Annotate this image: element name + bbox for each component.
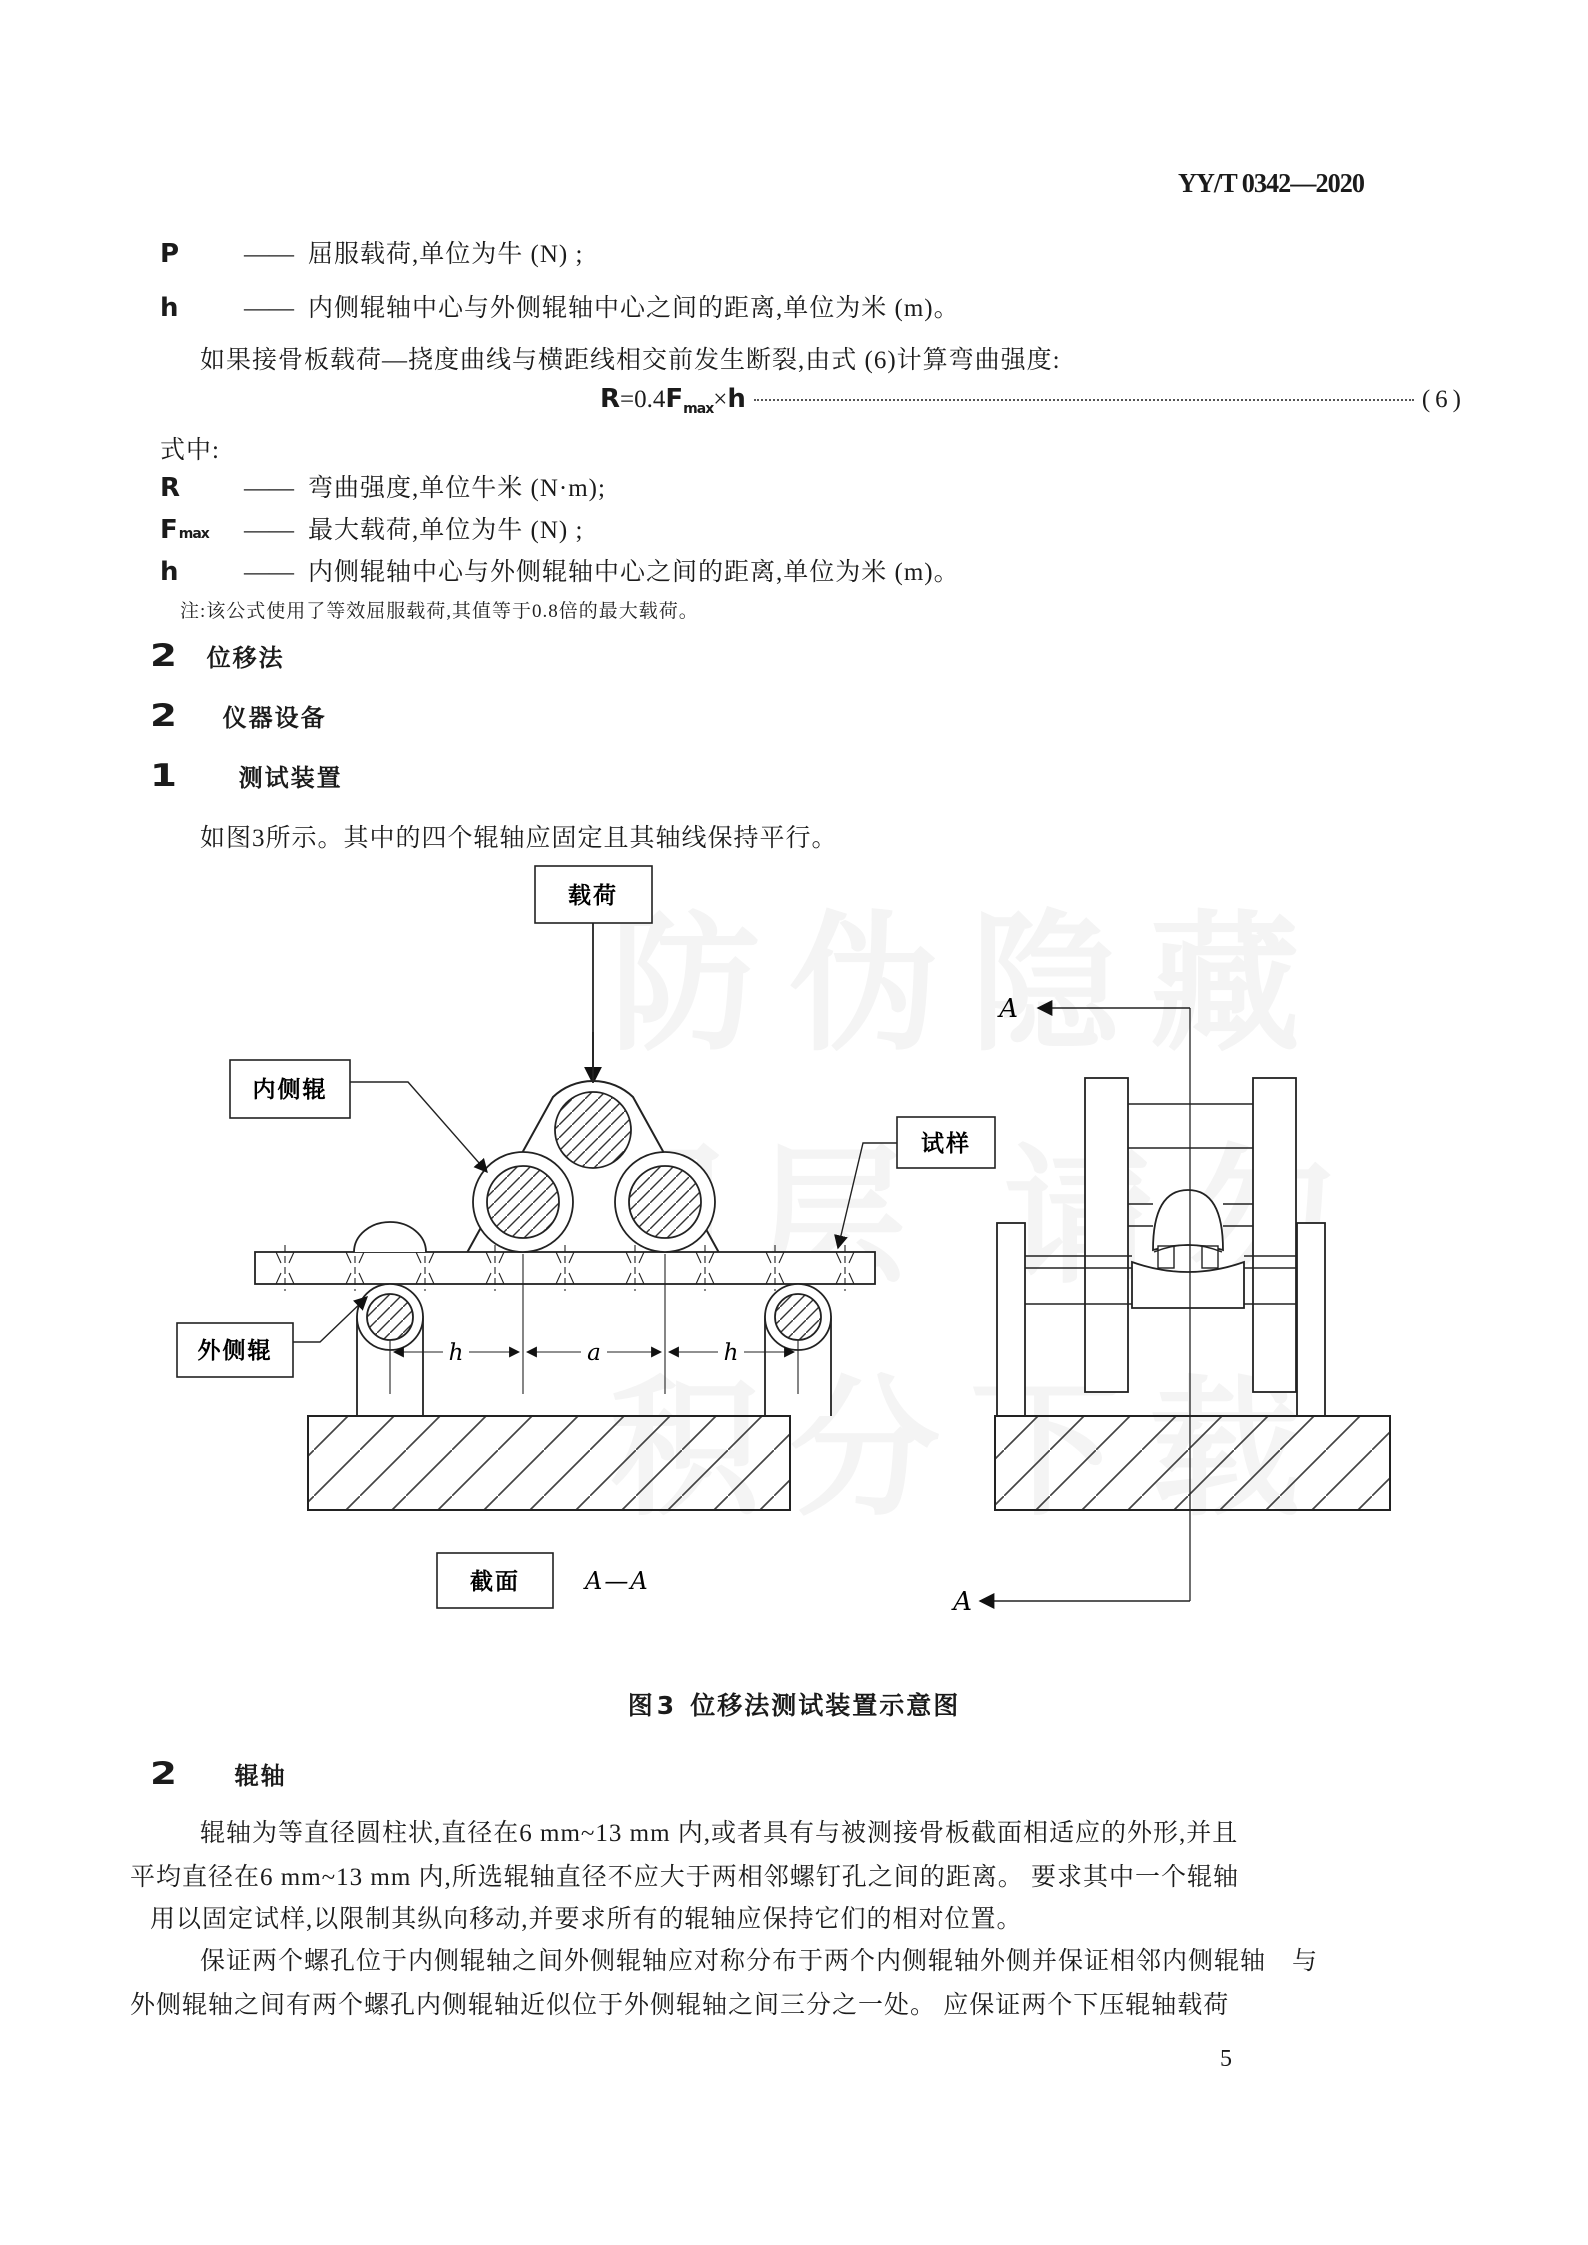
definition-row-h	[160, 288, 960, 324]
section-heading-apparatus	[150, 698, 327, 734]
paragraph1-line1: 辊轴为等直径圆柱状,直径在6 mm~13 mm 内,或者具有与被测接骨板截面相适应的外形,并且	[200, 1820, 1239, 1847]
upper-frame-right-plate	[1253, 1078, 1296, 1392]
formula-note: 注:该公式使用了等效屈服载荷,其值等于0.8倍的最大载荷。	[180, 601, 699, 622]
formula-dot-leader	[754, 399, 1414, 401]
caption-text: 位移法测试装置示意图	[690, 1693, 961, 1720]
formula-equals: =	[620, 386, 635, 413]
symbol-r: R	[160, 473, 182, 503]
formula-number: (6)	[1421, 386, 1466, 413]
section-heading-displacement	[150, 638, 285, 674]
section-heading-test-setup	[150, 758, 343, 794]
section-label: 截面	[470, 1569, 520, 1594]
definition-text-r: 弯曲强度,单位牛米 (N·m);	[308, 475, 606, 502]
where-label: 式中:	[160, 437, 220, 464]
symbol-h: h	[160, 557, 180, 587]
lower-frame-right-column	[1297, 1223, 1325, 1416]
dimension-a-label: a	[587, 1340, 601, 1366]
upper-frame-left-plate	[1085, 1078, 1128, 1392]
section-letter-bottom: A	[953, 1587, 972, 1617]
left-base-block	[308, 1416, 790, 1510]
symbol-fmax	[160, 515, 244, 545]
definition-dash: ——	[244, 559, 294, 586]
formula-6	[160, 384, 1466, 417]
section-view	[980, 1008, 1390, 1601]
specimen-label: 试样	[921, 1131, 971, 1156]
elevation-view	[177, 866, 995, 1608]
formula-intro-text: 如果接骨板载荷—挠度曲线与横距线相交前发生断裂,由式 (6)计算弯曲强度:	[200, 347, 1061, 374]
caption-prefix: 图	[627, 1693, 655, 1720]
outer-roller-leader	[293, 1297, 367, 1342]
section-letter-top: A	[999, 994, 1018, 1024]
paragraph2-line2: 外侧辊轴之间有两个螺孔内侧辊轴近似位于外侧辊轴之间三分之一处。 应保证两个下压辊轴载荷	[130, 1992, 1230, 2019]
caption-number: 3	[656, 1691, 677, 1720]
paragraph2-line1: 保证两个螺孔位于内侧辊轴之间外侧辊轴应对称分布于两个内侧辊轴外侧并保证相邻内侧辊轴 与	[200, 1948, 1319, 1975]
inner-roller-leader	[350, 1082, 487, 1172]
definition-row-p	[160, 234, 583, 270]
section-mark-label: A—A	[585, 1567, 650, 1595]
standard-number-header: YY/T 0342—2020	[1178, 168, 1365, 198]
right-outer-roller	[775, 1294, 821, 1340]
definition-row-r	[160, 468, 606, 504]
formula-force-symbol: F	[665, 384, 684, 414]
inner-roller-label: 内侧辊	[252, 1077, 328, 1102]
formula-h-symbol: h	[727, 384, 746, 414]
symbol-p: P	[160, 239, 181, 269]
subscript-max: max	[178, 526, 209, 542]
definition-text-fmax: 最大载荷,单位为牛 (N) ;	[308, 517, 584, 544]
symbol-f: F	[160, 515, 179, 545]
definition-dash: ——	[244, 475, 294, 502]
outer-roller-label: 外侧辊	[197, 1338, 273, 1363]
section-number: 2	[150, 1756, 174, 1792]
symbol-h: h	[160, 293, 180, 323]
section-title: 测试装置	[238, 766, 343, 792]
paragraph1-line2: 平均直径在6 mm~13 mm 内,所选辊轴直径不应大于两相邻螺钉孔之间的距离。 要求其中一个辊轴	[130, 1864, 1240, 1891]
left-outer-roller	[367, 1294, 413, 1340]
figure-caption	[0, 1686, 1588, 1722]
figure-3-diagram	[130, 852, 1460, 1622]
definition-text-h: 内侧辊轴中心与外侧辊轴中心之间的距离,单位为米 (m)。	[308, 295, 960, 322]
definition-text-p: 屈服载荷,单位为牛 (N) ;	[308, 241, 584, 268]
load-roller	[555, 1092, 631, 1168]
formula-coefficient: 0.4	[634, 386, 666, 413]
right-inner-roller	[629, 1166, 701, 1238]
definition-row-h2	[160, 552, 960, 588]
lower-roller-profile	[1132, 1262, 1244, 1308]
dimension-h1-label: h	[448, 1340, 464, 1366]
section-title: 位移法	[206, 646, 285, 672]
section-number: 2	[150, 698, 174, 734]
definition-dash: ——	[244, 517, 294, 544]
dimension-h2-label: h	[723, 1340, 739, 1366]
specimen-leader	[838, 1143, 897, 1248]
upper-roller-profile	[1153, 1190, 1223, 1250]
right-base-block	[995, 1416, 1390, 1510]
section-number: 1	[150, 758, 174, 794]
definition-row-fmax	[160, 510, 583, 546]
paragraph1-line3: 用以固定试样,以限制其纵向移动,并要求所有的辊轴应保持它们的相对位置。	[150, 1906, 1023, 1933]
section-number: 2	[150, 638, 174, 674]
load-label: 载荷	[568, 883, 618, 908]
definition-dash: ——	[244, 295, 294, 322]
lower-frame-left-column	[997, 1223, 1025, 1416]
page-number: 5	[1220, 2046, 1232, 2072]
formula-subscript-max: max	[683, 401, 714, 417]
figure-intro-text: 如图3所示。其中的四个辊轴应固定且其轴线保持平行。	[200, 825, 838, 852]
formula-multiply: ×	[713, 386, 728, 413]
definition-text-h2: 内侧辊轴中心与外侧辊轴中心之间的距离,单位为米 (m)。	[308, 559, 960, 586]
section-heading-roller	[150, 1756, 287, 1792]
definition-dash: ——	[244, 241, 294, 268]
formula-lhs: R	[600, 384, 621, 414]
left-inner-roller	[487, 1166, 559, 1238]
fixing-cap	[354, 1222, 426, 1252]
section-title: 仪器设备	[222, 706, 327, 732]
section-title: 辊轴	[234, 1764, 287, 1790]
